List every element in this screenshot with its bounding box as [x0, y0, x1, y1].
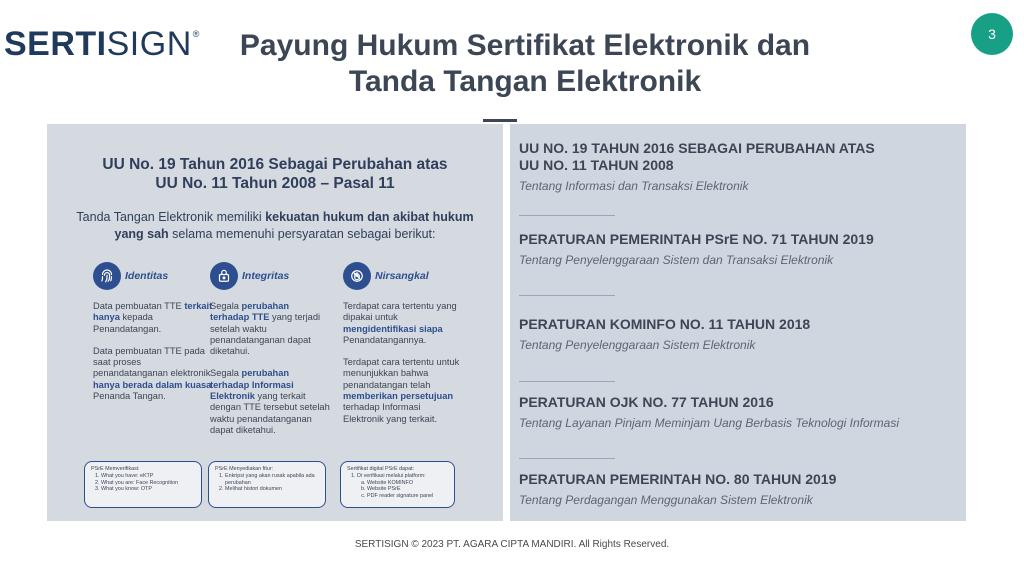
- intro-text-a: Tanda Tangan Elektronik memiliki: [76, 210, 266, 224]
- panel-intro: [69, 209, 481, 243]
- regulation-item: [519, 394, 949, 431]
- note-title: PSrE Memverifikasi:: [91, 466, 140, 472]
- note-title: Sertifikat digital PSrE dapat:: [347, 466, 415, 472]
- regulation-item: [519, 140, 949, 194]
- uu-pasal-11-panel: [47, 124, 503, 521]
- text: yang terkait dengan TTE tersebut setelah waktu penandatanganan dapat diketahui.: [210, 391, 330, 435]
- pillar-title: Identitas: [125, 270, 169, 282]
- text: kepada Penandatangan.: [93, 312, 162, 334]
- copyright-footer: SERTISIGN © 2023 PT. AGARA CIPTA MANDIRI. All Rights Reserved.: [354, 539, 670, 550]
- note-list: [215, 473, 319, 492]
- regulation-title-line1: UU NO. 19 TAHUN 2016 SEBAGAI PERUBAHAN ATAS: [519, 140, 875, 156]
- note-subitem: b. Website PSrE: [367, 486, 448, 492]
- pillar-paragraph: [343, 357, 463, 425]
- pillar-identitas: [93, 261, 213, 413]
- pillar-title: Nirsangkal: [375, 270, 429, 282]
- highlight-text: terkait hanya: [93, 301, 213, 323]
- regulation-description: Tentang Penyelenggaraan Sistem dan Transaksi Elektronik: [519, 253, 834, 267]
- regulation-description: Tentang Perdagangan Menggunakan Sistem Elektronik: [519, 493, 813, 507]
- pillar-header: [343, 261, 463, 291]
- separator: [519, 381, 615, 382]
- highlight-text: perubahan terhadap TTE: [210, 301, 290, 323]
- pillar-paragraph: [93, 301, 213, 335]
- pillar-header: [93, 261, 213, 291]
- regulation-item: [519, 231, 949, 268]
- text: Segala: [210, 368, 242, 379]
- highlight-text: mengidentifikasi siapa: [343, 323, 443, 334]
- separator: [519, 458, 615, 459]
- text: Penanda Tangan.: [93, 391, 166, 402]
- panel-heading-line2: UU No. 11 Tahun 2008 – Pasal 11: [155, 175, 395, 192]
- psre-features-note: [208, 461, 326, 508]
- note-item: 3. What you know: OTP: [101, 486, 195, 492]
- page-number-badge: [971, 13, 1013, 55]
- sertisign-logo: [4, 26, 199, 62]
- note-item: 2. What you are: Face Recognition: [101, 480, 195, 486]
- text: Segala: [210, 301, 242, 311]
- highlight-text: memberikan persetujuan: [343, 391, 454, 402]
- note-title: PSrE Menyediakan fitur:: [215, 466, 274, 472]
- page-number: 3: [988, 26, 996, 42]
- note-item: [357, 473, 448, 499]
- pillar-body: [343, 301, 463, 425]
- regulation-title: PERATURAN KOMINFO NO. 11 TAHUN 2018: [519, 316, 811, 332]
- text: Terdapat cara tertentu yang dipakai untuk: [343, 301, 457, 323]
- highlight-text: perubahan terhadap Informasi Elektronik: [210, 368, 294, 402]
- panel-heading-line1: UU No. 19 Tahun 2016 Sebagai Perubahan atas: [102, 156, 448, 173]
- regulation-description: Tentang Layanan Pinjam Meminjam Uang Berbasis Teknologi Informasi: [519, 416, 899, 430]
- pillar-body: [210, 301, 330, 436]
- text: Penandatangannya.: [343, 334, 427, 345]
- regulation-title: PERATURAN PEMERINTAH NO. 80 TAHUN 2019: [519, 471, 837, 487]
- intro-text-bold: kekuatan hukum dan akibat hukum yang sah: [114, 210, 474, 241]
- note-list: [91, 473, 195, 492]
- separator: [519, 295, 615, 296]
- pillar-paragraph: [210, 368, 330, 436]
- note-item: 1. Enkripsi yang akan rusak apabila ada perubahan: [225, 473, 319, 486]
- regulations-panel: [510, 124, 966, 521]
- panel-heading: [67, 155, 483, 193]
- text: yang terjadi setelah waktu penandatanganan dapat diketahui.: [210, 312, 321, 357]
- regulation-description: Tentang Informasi dan Transaksi Elektronik: [519, 179, 749, 193]
- psre-verification-note: [84, 461, 202, 508]
- title-underline: [483, 119, 517, 122]
- registered-mark: ®: [192, 29, 200, 39]
- text: Terdapat cara tertentu untuk menunjukkan bahwa penandatangan telah: [343, 357, 460, 390]
- text: Data pembuatan TTE pada saat proses penandatanganan elektronik: [93, 345, 211, 379]
- slide-title-line1: Payung Hukum Sertifikat Elektronik dan: [239, 29, 811, 62]
- regulation-item: [519, 316, 949, 353]
- note-item: 2. Melihat histori dokumen: [225, 486, 319, 492]
- note-list: [347, 473, 448, 499]
- logo-light-text: SIGN: [106, 25, 192, 63]
- note-item: 1. What you have: eKTP: [101, 473, 195, 479]
- psre-certificate-note: [340, 461, 455, 508]
- regulation-title: [519, 140, 949, 174]
- intro-text-c: selama memenuhi persyaratan sebagai berikut:: [168, 227, 436, 241]
- slide-title: [192, 28, 855, 100]
- text: Data pembuatan TTE: [93, 301, 185, 311]
- pillar-integritas: [210, 261, 330, 447]
- regulation-title-line2: UU NO. 11 TAHUN 2008: [519, 157, 674, 173]
- regulation-item: [519, 471, 949, 508]
- text: Di verifikasi melalui platform:: [357, 473, 426, 480]
- lock-document-icon: [210, 262, 238, 290]
- note-subitem: c. PDF reader signature panel: [367, 493, 448, 499]
- no-repudiation-icon: [343, 262, 371, 290]
- logo-bold-text: SERTI: [4, 25, 107, 63]
- pillar-title: Integritas: [242, 270, 290, 282]
- separator: [519, 215, 615, 216]
- pillar-nirsangkal: [343, 261, 463, 436]
- highlight-text: hanya berada dalam kuasa: [93, 379, 212, 390]
- pillar-paragraph: [210, 301, 330, 357]
- note-sublist: [357, 480, 448, 499]
- pillar-paragraph: [93, 346, 213, 402]
- pillar-header: [210, 261, 330, 291]
- regulation-title: PERATURAN OJK NO. 77 TAHUN 2016: [519, 394, 774, 410]
- text: terhadap Informasi Elektronik yang terkait.: [343, 402, 438, 424]
- regulation-description: Tentang Penyelenggaraan Sistem Elektronik: [519, 338, 756, 352]
- pillar-paragraph: [343, 301, 463, 346]
- note-subitem: a. Website KOMINFO: [367, 480, 448, 486]
- regulation-title: PERATURAN PEMERINTAH PSrE NO. 71 TAHUN 2019: [519, 231, 874, 247]
- fingerprint-icon: [93, 262, 121, 290]
- pillar-body: [93, 301, 213, 402]
- slide-title-line2: Tanda Tangan Elektronik: [348, 65, 702, 98]
